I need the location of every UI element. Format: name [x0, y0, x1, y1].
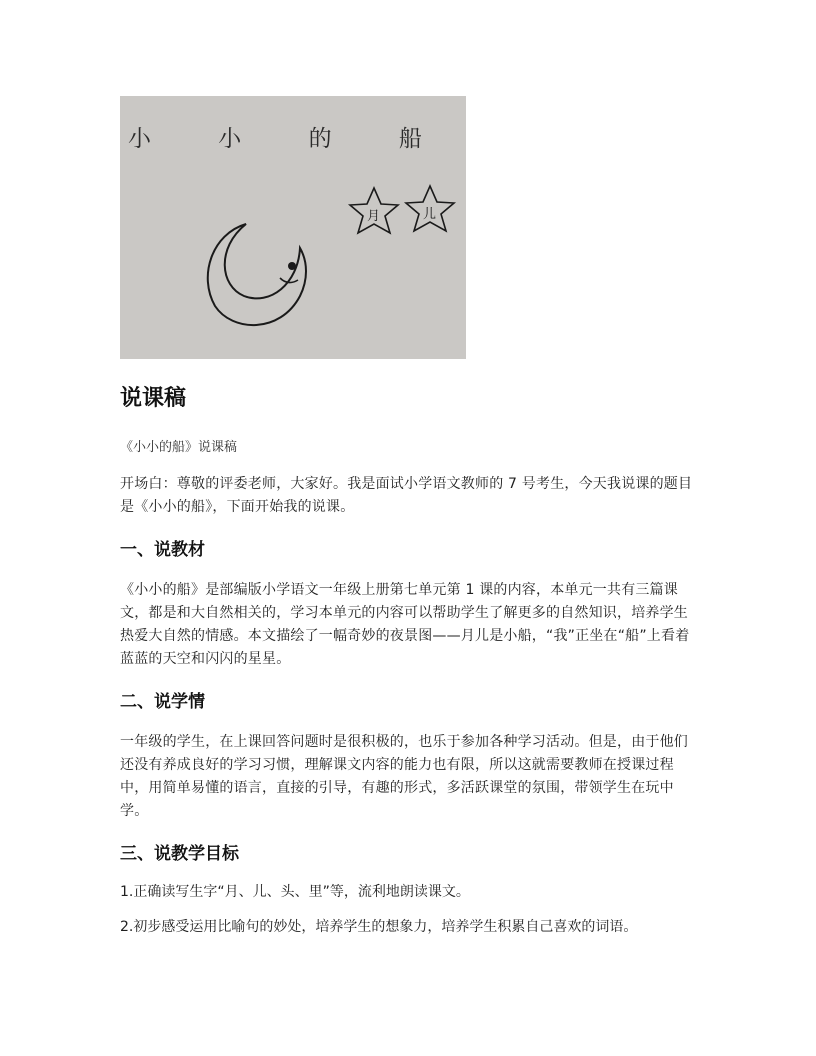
document-page	[120, 96, 700, 939]
section-heading-objectives: 三、说教学目标	[120, 844, 239, 864]
section-heading-students: 二、说学情	[120, 692, 205, 712]
intro-paragraph: 开场白：尊敬的评委老师，大家好。我是面试小学语文教师的 7 号考生，今天我说课的题目是《小小的船》，下面开始我的说课。	[120, 476, 693, 515]
section-heading-textbook: 一、说教材	[120, 540, 205, 560]
moon-and-stars-drawing	[120, 96, 466, 359]
section-body-students: 一年级的学生，在上课回答问题时是很积极的，也乐于参加各种学习活动。但是，由于他们还没有养成良好的学习习惯，理解课文内容的能力也有限，所以这就需要教师在授课过程中，用简单易懂的语言，直接的引导，有趣的形式，多活跃课堂的氛围，带领学生在玩中学。	[120, 734, 688, 819]
objective-item: 1.正确读写生字“月、儿、头、里”等，流利地朗读课文。	[120, 884, 470, 900]
section-body-textbook: 《小小的船》是部编版小学语文一年级上册第七单元第 1 课的内容，本单元一共有三篇课文，都是和大自然相关的，学习本单元的内容可以帮助学生了解更多的自然知识，培养学生热爱大自然的情感。本文描绘了一幅奇妙的夜景图——月儿是小船，“我”正坐在“船”上看着蓝蓝的天空和闪闪的星星。	[120, 582, 690, 667]
objective-item: 2.初步感受运用比喻句的妙处，培养学生的想象力，培养学生积累自己喜欢的词语。	[120, 919, 638, 935]
handwritten-title: 小 小 的 船	[128, 126, 452, 152]
document-title: 说课稿	[120, 386, 187, 411]
handwritten-drawing-photo	[120, 96, 466, 359]
star-label-er: 儿	[423, 207, 437, 222]
document-subtitle: 《小小的船》说课稿	[120, 440, 238, 455]
star-label-moon: 月	[367, 209, 381, 224]
moon-eye-icon	[288, 262, 296, 270]
